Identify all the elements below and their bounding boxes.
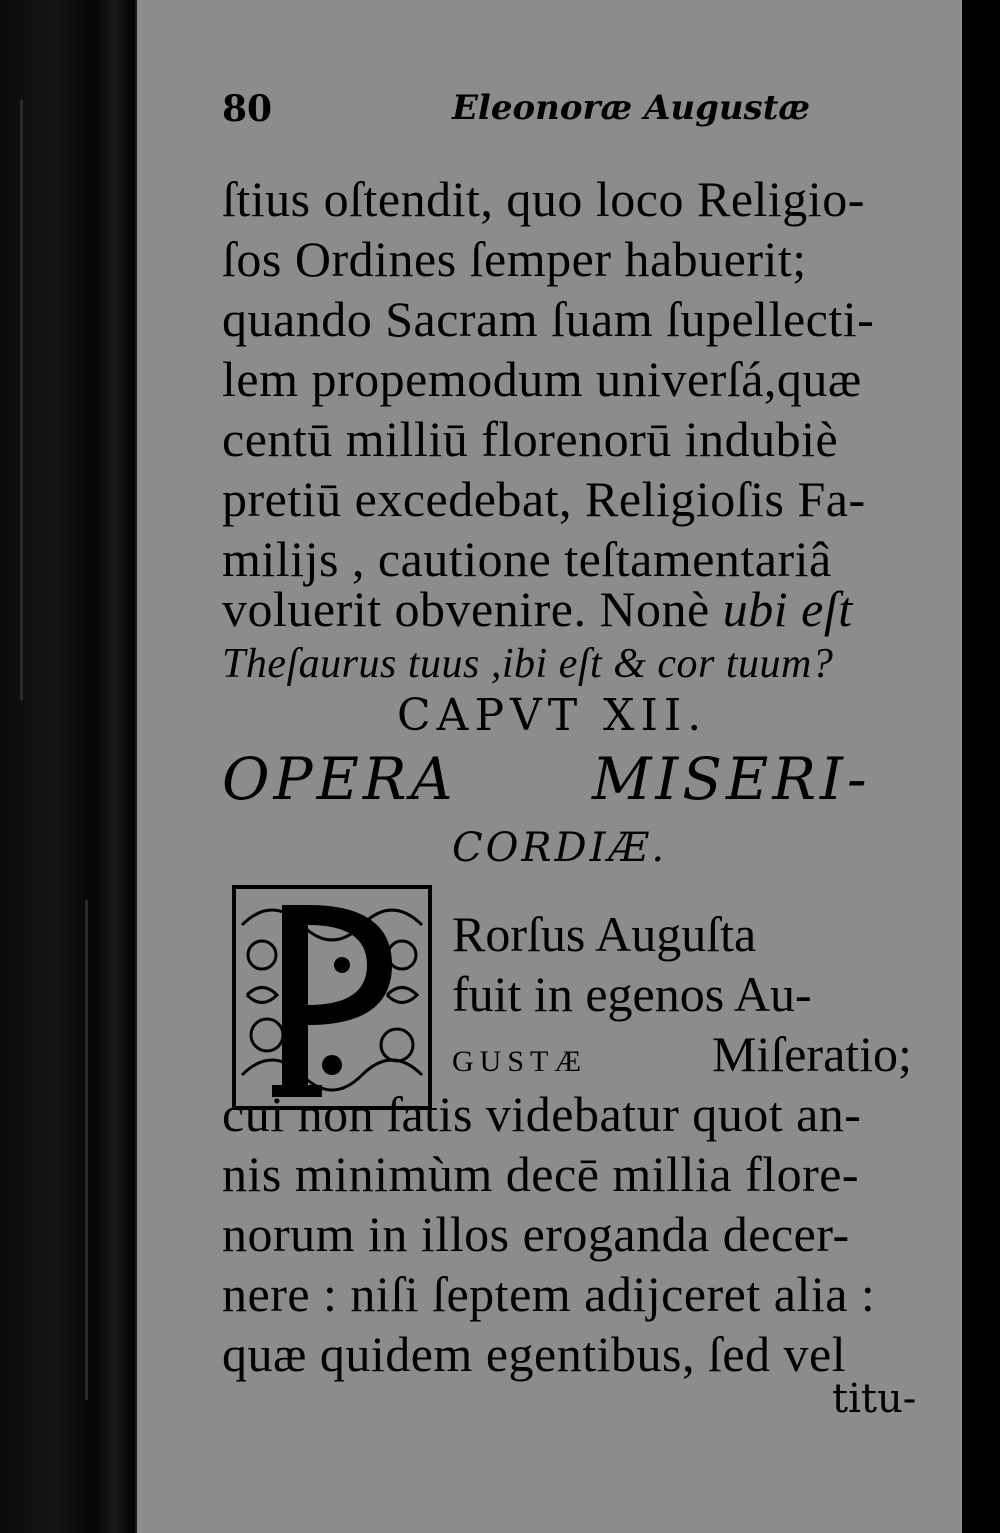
running-title: Eleonoræ Augustæ — [452, 88, 811, 128]
chapter-title-word: OPERA — [222, 745, 457, 813]
text-line: cui non ſatis videbatur quot an- — [222, 1086, 862, 1142]
page-number: 80 — [222, 88, 273, 130]
page-header — [222, 88, 922, 138]
text-line-italic: ubi eſt — [722, 581, 853, 637]
text-line: nere : niſi ſeptem adijceret alia : — [222, 1266, 876, 1322]
text-line: pretiū excedebat, Religioſis Fa- — [222, 471, 866, 527]
text-line: quando Sacram ſuam ſupellecti- — [222, 291, 875, 347]
drop-cap-line: Rorſus Auguſta — [452, 906, 757, 962]
drop-cap-line — [452, 1025, 932, 1083]
drop-cap-ornament — [232, 885, 432, 1110]
spine-streak — [85, 900, 88, 1400]
chapter-number: CAPVT XII. — [397, 690, 708, 741]
chapter-title-word: MISERI- — [592, 745, 871, 813]
scripture-quote: Theſaurus tuus ,ibi eſt & cor tuum? — [222, 641, 834, 687]
text-line: milijs , cautione teſtamentariâ — [222, 531, 832, 587]
text-line: ſtius oſtendit, quo loco Religio- — [222, 171, 865, 227]
text-line-roman: voluerit obvenire. Nonè — [222, 581, 710, 637]
text-line: nis minimùm decē millia flore- — [222, 1146, 860, 1202]
text-line: quæ quidem egentibus, ſed vel — [222, 1326, 847, 1382]
book-spine — [0, 0, 135, 1533]
text-line — [222, 580, 932, 638]
chapter-title-continued: CORDIÆ. — [452, 825, 668, 871]
chapter-title — [222, 745, 942, 815]
spine-streak — [20, 100, 23, 700]
drop-cap-line: fuit in egenos Au- — [452, 966, 812, 1022]
text-line: norum in illos eroganda decer- — [222, 1206, 850, 1262]
text-line: lem propemodum univerſá,quæ — [222, 351, 862, 407]
ornate-initial-icon — [232, 885, 432, 1110]
text-line: centū milliū florenorū indubiè — [222, 411, 839, 467]
smallcaps-word: GUSTÆ — [452, 1045, 588, 1078]
catchword: titu- — [832, 1376, 917, 1422]
text-line: ſos Ordines ſemper habuerit; — [222, 231, 807, 287]
text-fragment: Miſeratio; — [712, 1026, 912, 1082]
book-page — [135, 0, 982, 1533]
page-right-edge — [962, 0, 982, 1533]
